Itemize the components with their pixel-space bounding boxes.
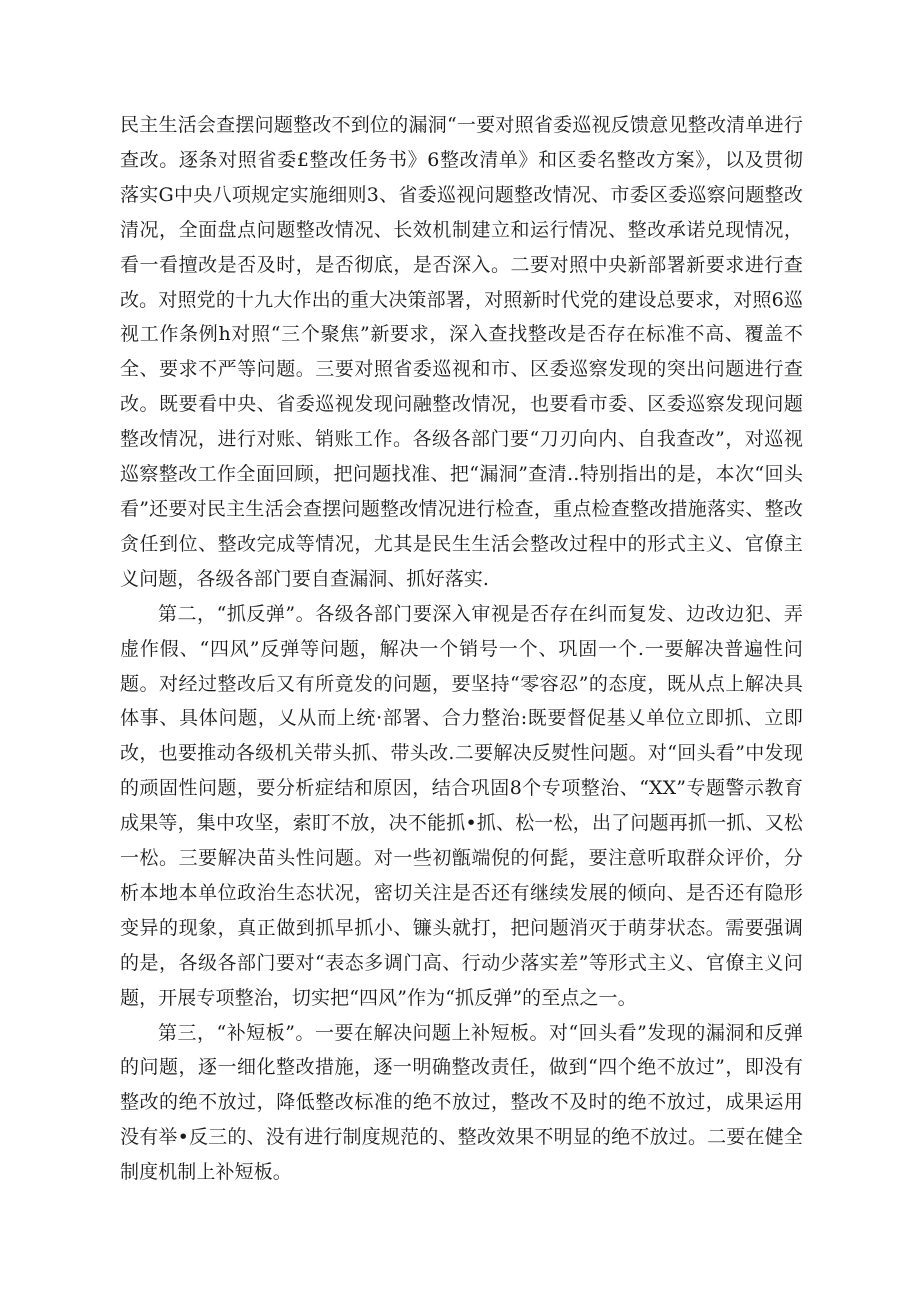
document-page [120, 108, 803, 1190]
paragraph-1: 民主生活会查摆问题整改不到位的漏洞“一要对照省委巡视反馈意见整改清单进行查改。逐条对照省委£整改任务书》6整改清单》和区委名整改方案》，以及贯彻落实G中央八项规定实施细则3、省委巡视问题整改情况、市委区委巡察问题整改清况，全面盘点问题整改情况、长效机制建立和运行情况、整改承诺兑现情况，看一看擅改是否及时，是否彻底，是否深入。二要对照中央新部署新要求进行查改。对照党的十九大作出的重大决策部署，对照新时代党的建设总要求，对照6巡视工作条例h对照“三个聚焦”新要求，深入查找整改是否存在标准不高、覆盖不全、要求不严等问题。三要对照省委巡视和市、区委巡察发现的突出问题进行查改。既要看中央、省委巡视发现问融整改情况，也要看市委、区委巡察发现问题整改情况，进行对账、销账工作。各级各部门要“刀刃向内、自我查改”，对巡视巡察整改工作全面回顾，把问题找准、把“漏洞”查清..特别指出的是，本次“回头看”还要对民主生活会查摆问题整改情况进行检查，重点检查整改措施落实、整改贪任到位、整改完成等情况，尤其是民生生活会整改过程中的形式主义、官僚主义问题，各级各部门要自查漏洞、抓好落实. [120, 114, 803, 590]
paragraph-2: 第二，“抓反弹”。各级各部门要深入审视是否存在纠而复发、边改边犯、弄虚作假、“四风”反弹等问题，解决一个销号一个、巩固一个.一要解决普遍性问题。对经过整改后又有所竟发的问题，要坚持“零容忍”的态度，既从点上解决具体事、具体问题，乂从而上统·部署、合力整治:既要督促基乂单位立即抓、立即改，也要推动各级机关带头抓、带头改.二要解决反熨性问题。对“回头看”中发现的顽固性问题，要分析症结和原因，结合巩固8个专项整治、“XX”专题警示教育成果等，集中攻坚，索盯不放，决不能抓•抓、松一松，出了问题再抓一抓、又松一松。三要解决苗头性问题。对一些初甑端倪的何髭，要注意听取群众评价，分析本地本单位政治生态状况，密切关注是否还有继续发展的倾向、是否还有隐形变异的现象，真正做到抓早抓小、镰头就打，把问题消灭于萌芽状态。需要强调的是，各级各部门要对“表态多调门高、行动少落实差”等形式主义、官僚主义问题，开展专项整治，切实把“四风”作为“抓反弹”的至点之一。 [120, 602, 803, 1009]
paragraph-3: 第三，“补短板”。一要在解决问题上补短板。对“回头看”发现的漏洞和反弹的问题，逐一细化整改措施，逐一明确整改责任，做到“四个绝不放过”，即没有整改的绝不放过，降低整改标准的绝不放过，整改不及时的绝不放过，成果运用没有举•反三的、没有进行制度规范的、整改效果不明显的绝不放过。二要在健全制度机制上补短板。 [120, 1021, 803, 1184]
